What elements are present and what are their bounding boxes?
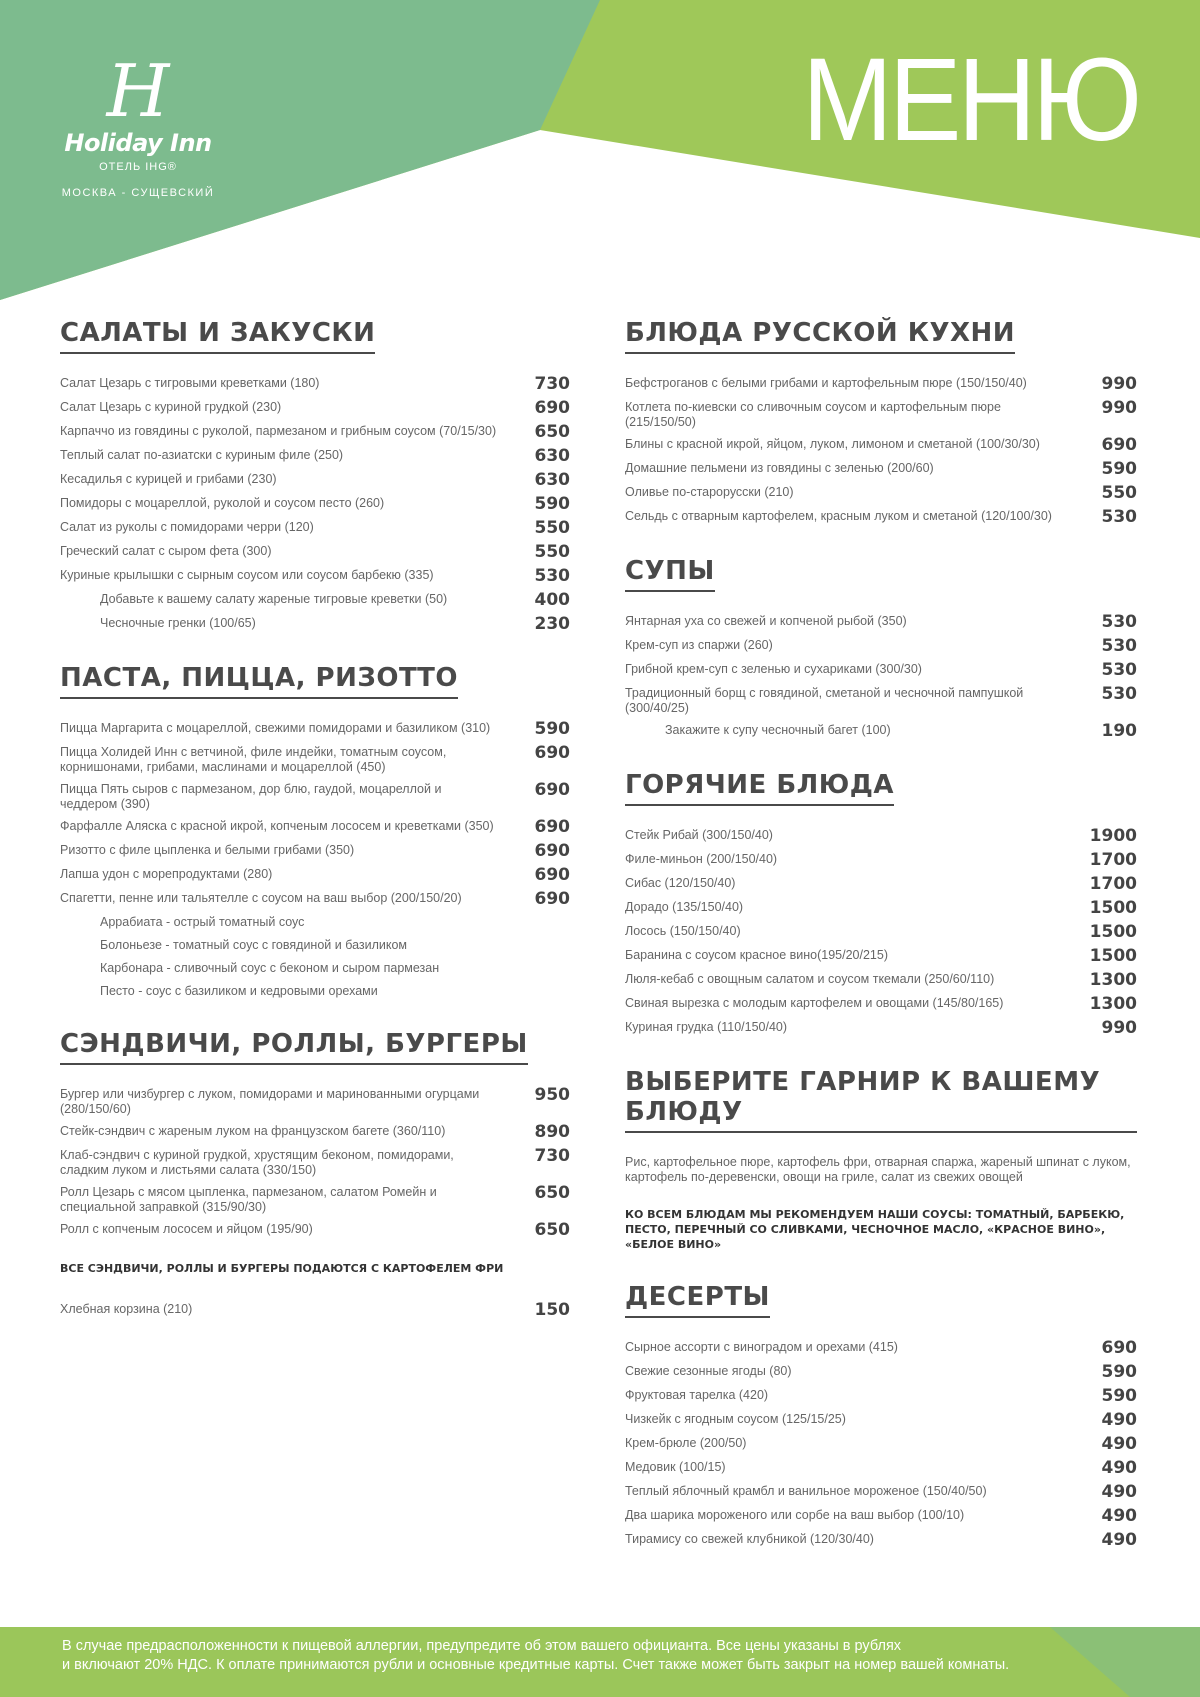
menu-item — [625, 972, 1137, 989]
menu-item — [60, 891, 570, 908]
menu-item — [60, 867, 570, 884]
item-name: Помидоры с моцареллой, руколой и соусом песто (260) — [60, 496, 385, 510]
item-name: Салат Цезарь с тигровыми креветками (180) — [60, 376, 320, 390]
item-name: Салат из руколы с помидорами черри (120) — [60, 520, 314, 534]
menu-item — [625, 461, 1137, 478]
menu-item — [625, 1436, 1137, 1453]
item-name: Дорадо (135/150/40) — [625, 900, 744, 914]
section-russian — [625, 318, 1137, 526]
footer-banner — [0, 1627, 1200, 1697]
item-price: 730 — [534, 1146, 570, 1166]
item-price: 690 — [534, 817, 570, 837]
item-price: 1700 — [1089, 850, 1137, 870]
section-hot — [625, 770, 1137, 1037]
item-name: Закажите к супу чесночный багет (100) — [665, 723, 891, 737]
menu-item — [625, 485, 1137, 502]
item-price: 530 — [1101, 684, 1137, 704]
menu-item — [625, 614, 1137, 631]
item-price: 990 — [1101, 1018, 1137, 1038]
menu-item — [625, 996, 1137, 1013]
menu-item — [60, 496, 570, 513]
item-price: 530 — [1101, 636, 1137, 656]
item-name: Филе-миньон (200/150/40) — [625, 852, 778, 866]
section-title: ПАСТА, ПИЦЦА, РИЗОТТО — [60, 663, 458, 699]
item-price: 490 — [1101, 1506, 1137, 1526]
item-name: Куриные крылышки с сырным соусом или соусом барбекю (335) — [60, 568, 434, 582]
item-name: Домашние пельмени из говядины с зеленью (200/60) — [625, 461, 934, 475]
sandwich-note: ВСЕ СЭНДВИЧИ, РОЛЛЫ И БУРГЕРЫ ПОДАЮТСЯ С КАРТОФЕЛЕМ ФРИ — [60, 1262, 504, 1275]
item-name: Крем-брюле (200/50) — [625, 1436, 747, 1450]
item-price: 650 — [534, 1183, 570, 1203]
menu-item — [625, 509, 1137, 526]
item-name: Оливье по-старорусски (210) — [625, 485, 794, 499]
menu-item — [625, 400, 1137, 430]
item-price: 530 — [1101, 612, 1137, 632]
item-name: Пицца Пять сыров с пармезаном, дор блю, гаудой, моцареллой и чеддером (390) — [60, 782, 442, 811]
menu-item — [625, 376, 1137, 393]
item-price: 230 — [534, 614, 570, 634]
sauce-option: Карбонара - сливочный соус с беконом и сыром пармезан — [100, 961, 440, 975]
item-price: 1500 — [1089, 922, 1137, 942]
section-title: САЛАТЫ И ЗАКУСКИ — [60, 318, 375, 354]
menu-item — [60, 1148, 570, 1178]
sauce-option: Аррабиата - острый томатный соус — [100, 915, 305, 929]
sauce-list — [60, 915, 570, 999]
menu-item — [625, 924, 1137, 941]
item-name: Блины с красной икрой, яйцом, луком, лимоном и сметаной (100/30/30) — [625, 437, 1040, 451]
item-name: Салат Цезарь с куриной грудкой (230) — [60, 400, 282, 414]
item-price: 1500 — [1089, 898, 1137, 918]
menu-item — [60, 520, 570, 537]
item-name: Бефстроганов с белыми грибами и картофельным пюре (150/150/40) — [625, 376, 1027, 390]
item-price: 990 — [1101, 374, 1137, 394]
menu-item — [60, 472, 570, 489]
item-name: Теплый салат по-азиатски с куриным филе (250) — [60, 448, 344, 462]
menu-item — [60, 782, 570, 812]
menu-item — [625, 852, 1137, 869]
item-price: 590 — [534, 494, 570, 514]
menu-item — [625, 900, 1137, 917]
menu-item — [60, 592, 570, 609]
item-list — [60, 721, 570, 908]
item-name: Ролл с копченым лососем и яйцом (195/90) — [60, 1222, 313, 1236]
item-price: 690 — [534, 889, 570, 909]
item-name: Баранина с соусом красное вино(195/20/215) — [625, 948, 888, 962]
menu-item — [625, 1508, 1137, 1525]
menu-item — [625, 1532, 1137, 1549]
holiday-inn-logo — [58, 49, 218, 199]
section-sandwiches — [60, 1029, 570, 1319]
menu-item — [625, 1340, 1137, 1357]
item-name: Сибас (120/150/40) — [625, 876, 736, 890]
item-name: Два шарика мороженого или сорбе на ваш выбор (100/10) — [625, 1508, 965, 1522]
menu-item — [625, 1020, 1137, 1037]
item-name: Янтарная уха со свежей и копченой рыбой (350) — [625, 614, 907, 628]
item-list — [60, 376, 570, 633]
item-price: 630 — [534, 446, 570, 466]
item-name: Карпаччо из говядины с руколой, пармезаном и грибным соусом (70/15/30) — [60, 424, 497, 438]
item-price: 690 — [534, 398, 570, 418]
item-name: Куриная грудка (110/150/40) — [625, 1020, 788, 1034]
item-price: 490 — [1101, 1482, 1137, 1502]
item-name: Фарфалле Аляска с красной икрой, копченым лососем и креветками (350) — [60, 819, 494, 833]
menu-item — [60, 424, 570, 441]
item-price: 650 — [534, 1220, 570, 1240]
item-price: 690 — [1101, 435, 1137, 455]
section-title: ДЕСЕРТЫ — [625, 1282, 770, 1318]
item-name: Тирамису со свежей клубникой (120/30/40) — [625, 1532, 874, 1546]
item-name: Клаб-сэндвич с куриной грудкой, хрустящим беконом, помидорами, сладким луком и листьями салата (330/150) — [60, 1148, 454, 1177]
item-price: 490 — [1101, 1458, 1137, 1478]
menu-item — [60, 819, 570, 836]
item-name: Ролл Цезарь с мясом цыпленка, пармезаном, салатом Ромейн и специальной заправкой (315/90/30) — [60, 1185, 437, 1214]
header-banner — [0, 0, 1200, 300]
section-title: ВЫБЕРИТЕ ГАРНИР К ВАШЕМУ БЛЮДУ — [625, 1067, 1137, 1133]
section-salads — [60, 318, 570, 633]
footer-line-2: и включают 20% НДС. К оплате принимаются рубли и основные кредитные карты. Счет также может быть закрыт на номер вашей комнаты. — [62, 1657, 1010, 1673]
item-name: Ризотто с филе цыпленка и белыми грибами (350) — [60, 843, 355, 857]
menu-item — [625, 1388, 1137, 1405]
menu-item — [625, 723, 1137, 740]
menu-item — [60, 1087, 570, 1117]
item-name: Стейк-сэндвич с жареным луком на французском багете (360/110) — [60, 1124, 446, 1138]
item-price: 590 — [1101, 1362, 1137, 1382]
footer-disclaimer — [62, 1637, 1172, 1675]
item-name: Чесночные гренки (100/65) — [100, 616, 256, 630]
item-price: 690 — [534, 743, 570, 763]
item-name: Бургер или чизбургер с луком, помидорами и маринованными огурцами (280/150/60) — [60, 1087, 480, 1116]
item-list — [625, 376, 1137, 526]
item-name: Добавьте к вашему салату жареные тигровые креветки (50) — [100, 592, 448, 606]
item-name: Традиционный борщ с говядиной, сметаной и чесночной пампушкой (300/40/25) — [625, 686, 1024, 715]
item-price: 1300 — [1089, 994, 1137, 1014]
item-price: 890 — [534, 1122, 570, 1142]
menu-item — [60, 1185, 570, 1215]
item-name: Хлебная корзина (210) — [60, 1302, 193, 1316]
item-price: 990 — [1101, 398, 1137, 418]
item-price: 690 — [534, 841, 570, 861]
section-title: ГОРЯЧИЕ БЛЮДА — [625, 770, 894, 806]
left-column — [60, 318, 570, 1349]
item-list — [625, 614, 1137, 740]
menu-item — [60, 568, 570, 585]
item-name: Котлета по-киевски со сливочным соусом и картофельным пюре (215/150/50) — [625, 400, 1001, 429]
item-price: 490 — [1101, 1434, 1137, 1454]
item-price: 690 — [534, 865, 570, 885]
menu-item — [60, 544, 570, 561]
section-soups — [625, 556, 1137, 740]
item-name: Свиная вырезка с молодым картофелем и овощами (145/80/165) — [625, 996, 1004, 1010]
menu-item — [60, 843, 570, 860]
item-name: Лапша удон с морепродуктами (280) — [60, 867, 273, 881]
item-price: 590 — [1101, 1386, 1137, 1406]
item-name: Свежие сезонные ягоды (80) — [625, 1364, 792, 1378]
logo-mark: H — [106, 49, 170, 133]
footer-line-1: В случае предрасположенности к пищевой аллергии, предупредите об этом вашего официанта. Все цены указаны в рублях — [62, 1638, 902, 1654]
item-price: 550 — [1101, 483, 1137, 503]
item-price: 490 — [1101, 1530, 1137, 1550]
item-price: 590 — [1101, 459, 1137, 479]
section-pasta — [60, 663, 570, 999]
menu-item — [625, 662, 1137, 679]
item-name: Крем-суп из спаржи (260) — [625, 638, 773, 652]
logo-city: МОСКВА - СУЩЕВСКИЙ — [61, 187, 215, 199]
item-price: 950 — [534, 1085, 570, 1105]
menu-item — [625, 686, 1137, 716]
item-name: Пицца Холидей Инн с ветчиной, филе индейки, томатным соусом, корнишонами, грибами, маслинами и моцареллой (450) — [60, 745, 447, 774]
item-name: Греческий салат с сыром фета (300) — [60, 544, 272, 558]
item-name: Пицца Маргарита с моцареллой, свежими помидорами и базиликом (310) — [60, 721, 491, 735]
item-name: Сельдь с отварным картофелем, красным луком и сметаной (120/100/30) — [625, 509, 1052, 523]
menu-item — [60, 1124, 570, 1141]
sauce-option: Болоньезе - томатный соус с говядиной и базиликом — [100, 938, 408, 952]
menu-item — [60, 1302, 570, 1319]
menu-item — [625, 1484, 1137, 1501]
item-name: Люля-кебаб с овощным салатом и соусом ткемали (250/60/110) — [625, 972, 995, 986]
item-price: 150 — [534, 1300, 570, 1320]
item-name: Сырное ассорти с виноградом и орехами (415) — [625, 1340, 898, 1354]
item-name: Чизкейк с ягодным соусом (125/15/25) — [625, 1412, 846, 1426]
item-price: 650 — [534, 422, 570, 442]
item-price: 550 — [534, 542, 570, 562]
menu-item — [60, 400, 570, 417]
item-price: 1900 — [1089, 826, 1137, 846]
item-name: Медовик (100/15) — [625, 1460, 726, 1474]
item-price: 730 — [534, 374, 570, 394]
menu-item — [625, 638, 1137, 655]
item-price: 590 — [534, 719, 570, 739]
item-list — [625, 1340, 1137, 1549]
right-column — [625, 318, 1137, 1579]
item-price: 630 — [534, 470, 570, 490]
menu-item — [625, 948, 1137, 965]
section-title: СУПЫ — [625, 556, 715, 592]
item-price: 530 — [1101, 660, 1137, 680]
item-name: Кесадилья с курицей и грибами (230) — [60, 472, 277, 486]
menu-item — [60, 376, 570, 393]
item-name: Стейк Рибай (300/150/40) — [625, 828, 773, 842]
item-price: 490 — [1101, 1410, 1137, 1430]
item-price: 400 — [534, 590, 570, 610]
item-name: Фруктовая тарелка (420) — [625, 1388, 769, 1402]
sauce-note: КО ВСЕМ БЛЮДАМ МЫ РЕКОМЕНДУЕМ НАШИ СОУСЫ: ТОМАТНЫЙ, БАРБЕКЮ, ПЕСТО, ПЕРЕЧНЫЙ СО СЛИВКАМИ, ЧЕСНОЧНОЕ МАСЛО, «КРАСНОЕ ВИНО», «БЕЛОЕ ВИНО» — [625, 1208, 1125, 1251]
item-list — [625, 828, 1137, 1037]
item-price: 1500 — [1089, 946, 1137, 966]
section-title: СЭНДВИЧИ, РОЛЛЫ, БУРГЕРЫ — [60, 1029, 528, 1065]
menu-item — [60, 721, 570, 738]
item-price: 530 — [534, 566, 570, 586]
menu-item — [625, 1364, 1137, 1381]
page-title: МЕНЮ — [801, 34, 1138, 166]
logo-sub: ОТЕЛЬ IHG® — [99, 161, 177, 173]
section-desserts — [625, 1282, 1137, 1549]
menu-item — [60, 616, 570, 633]
menu-item — [625, 1460, 1137, 1477]
item-name: Теплый яблочный крамбл и ванильное мороженое (150/40/50) — [625, 1484, 987, 1498]
menu-item — [60, 1222, 570, 1239]
sauce-option: Песто - соус с базиликом и кедровыми орехами — [100, 984, 378, 998]
item-price: 530 — [1101, 507, 1137, 527]
item-price: 690 — [534, 780, 570, 800]
logo-brand: Holiday Inn — [64, 129, 212, 157]
item-price: 190 — [1101, 721, 1137, 741]
garnish-text: Рис, картофельное пюре, картофель фри, отварная спаржа, жареный шпинат с луком, картофель по-деревенски, овощи на гриле, салат из свежих овощей — [625, 1155, 1131, 1184]
item-name: Спагетти, пенне или тальятелле с соусом на ваш выбор (200/150/20) — [60, 891, 462, 905]
item-price: 1700 — [1089, 874, 1137, 894]
menu-item — [625, 876, 1137, 893]
item-list — [60, 1087, 570, 1239]
section-title: БЛЮДА РУССКОЙ КУХНИ — [625, 318, 1015, 354]
item-name: Лосось (150/150/40) — [625, 924, 741, 938]
menu-item — [625, 828, 1137, 845]
menu-item — [625, 1412, 1137, 1429]
menu-item — [60, 448, 570, 465]
menu-item — [625, 437, 1137, 454]
item-price: 690 — [1101, 1338, 1137, 1358]
section-garnish — [625, 1067, 1137, 1252]
menu-item — [60, 745, 570, 775]
item-price: 550 — [534, 518, 570, 538]
item-price: 1300 — [1089, 970, 1137, 990]
item-name: Грибной крем-суп с зеленью и сухариками (300/30) — [625, 662, 922, 676]
